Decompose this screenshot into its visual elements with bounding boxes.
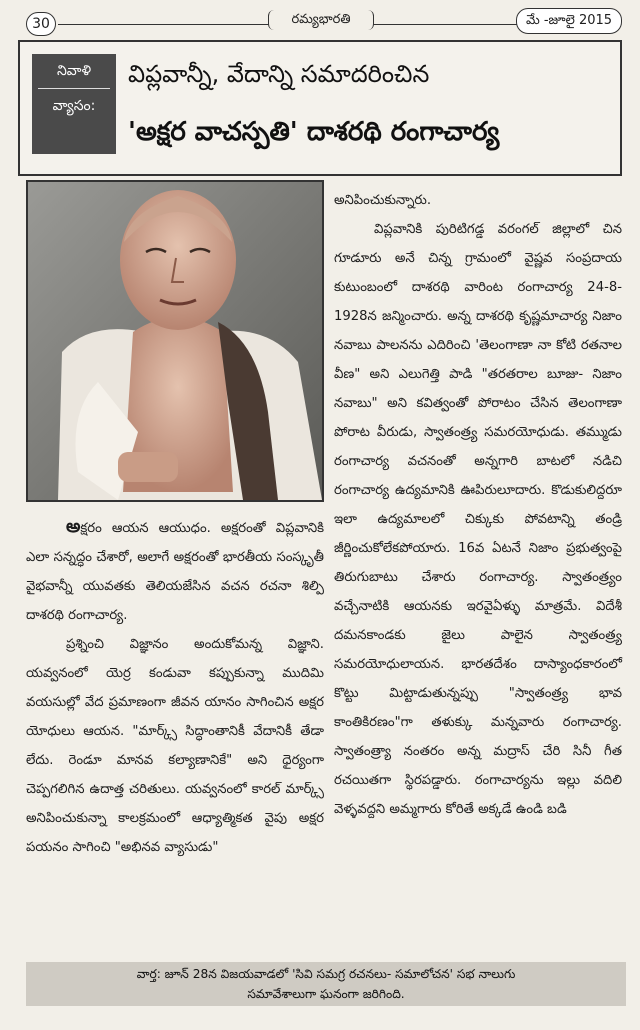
paragraph (26, 512, 324, 630)
portrait-photo (26, 180, 324, 502)
news-note-line2: సమావేశాలుగా ఘనంగా జరిగింది. (247, 987, 405, 1001)
right-column (334, 186, 622, 824)
news-note-line1: వార్త: జూన్ 28న విజయవాడలో 'సివి సమగ్ర రచనలు- సమాలోచన' సభ నాలుగు (136, 967, 516, 981)
left-column (26, 512, 324, 862)
masthead: రమ్యభారతి (268, 10, 374, 30)
section-tag-line1: నివాళి (56, 63, 92, 79)
issue-date: మే -జూలై 2015 (516, 8, 622, 34)
paragraph: అనిపించుకున్నారు. (334, 193, 432, 208)
paragraph: ప్రశ్నించి విజ్ఞానం అందుకోమన్న విజ్ఞాని. యవ్వనంలో యెర్ర కండువా కప్పుకున్నా ముదిమి వయసుల్లో వేద ప్రమాణంగా జీవన యానం సాగించిన అక్షర యోధులు ఆయన. "మార్క్స్ సిద్ధాంతానికీ వేదానికీ తేడా లేదు. రెండూ మానవ కల్యాణానికే" అని ధైర్యంగా చెప్పగలిగిన ఉదాత్త చరితులు. యవ్వనంలో కారల్ మార్క్స్ అనిపించుకున్నా కాలక్రమంలో ఆధ్యాత్మికత వైపు అక్షర పయనం సాగించి "అభినవ వ్యాసుడు" (26, 637, 324, 855)
paragraph: విప్లవానికి పురిటిగడ్డ వరంగల్ జిల్లాలో చిన గూడూరు అనే చిన్న గ్రామంలో వైష్ణవ సంప్రదాయ కుటుంబంలో దాశరథి వారింట రంగాచార్య 24-8-1928న జన్మించారు. అన్న దాశరథి కృష్ణమాచార్య నిజాం నవాబు పాలనను ఎదిరించి 'తెలంగాణా నా కోటి రతనాల వీణ" అని ఎలుగెత్తి పాడి "తరతరాల బూజు- నిజాం నవాబు" అని కవిత్వంతో పోరాటం చేసిన తెలంగాణా పోరాట వీరుడు, స్వాతంత్ర్య సమరయోధుడు. తమ్ముడు రంగాచార్య వచనంతో అన్నగారి బాటలో నడిచి రంగాచార్య ఉద్యమానికి ఊపిరులూదారు. కొడుకులిద్దరూ ఇలా ఉద్యమాలలో చిక్కుకు పోవటాన్ని తండ్రి జీర్ణించుకోలేకపోయారు. 16వ ఏటనే నిజాం ప్రభుత్వంపై తిరుగుబాటు చేశారు రంగాచార్య. స్వాతంత్ర్యం వచ్చేనాటికి ఆయనకు ఇరవైఏళ్ళు మాత్రమే. విదేశీ దమనకాండకు జైలు పాలైన స్వాతంత్ర్య సమరయోధులాయన. భారతదేశం దాస్యాంధకారంలో కొట్టు మిట్టాడుతున్నప్పు "స్వాతంత్ర్య భావ కాంతికిరణం"గా తళుక్కు మన్నవారు రంగాచార్య. స్వాతంత్ర్యా నంతరం అన్న మద్రాస్ చేరి సినీ గీత రచయితగా స్థిరపడ్డారు. రంగాచార్యను ఇల్లు వదిలి వెళ్ళవద్దని అమ్మగారు కోరితే అక్కడే ఉండి బడి (334, 222, 622, 817)
portrait-illustration (28, 182, 322, 500)
paragraph-text: క్షరం ఆయన ఆయుధం. అక్షరంతో విప్లవానికి ఎలా సన్నద్ధం చేశారో, అలాగే అక్షరంతో భారతీయ సంస్కృతీ వైభవాన్నీ యువతకు తెలియజేసిన వచన రచనా శిల్పి దాశరథి రంగాచార్య. (26, 521, 324, 623)
article-title-line2: 'అక్షర వాచస్పతి' దాశరథి రంగాచార్య (128, 117, 500, 147)
page-number: 30 (26, 12, 56, 36)
section-tag-divider (38, 88, 110, 89)
section-tag (32, 54, 116, 154)
page-header (0, 0, 640, 36)
article-title-line1: విప్లవాన్నీ, వేదాన్ని సమాదరించిన (128, 60, 430, 88)
news-note (26, 962, 626, 1006)
article-title-box (18, 40, 622, 176)
dropcap: అ (66, 516, 81, 537)
section-tag-line2: వ్యాసం: (52, 98, 96, 114)
